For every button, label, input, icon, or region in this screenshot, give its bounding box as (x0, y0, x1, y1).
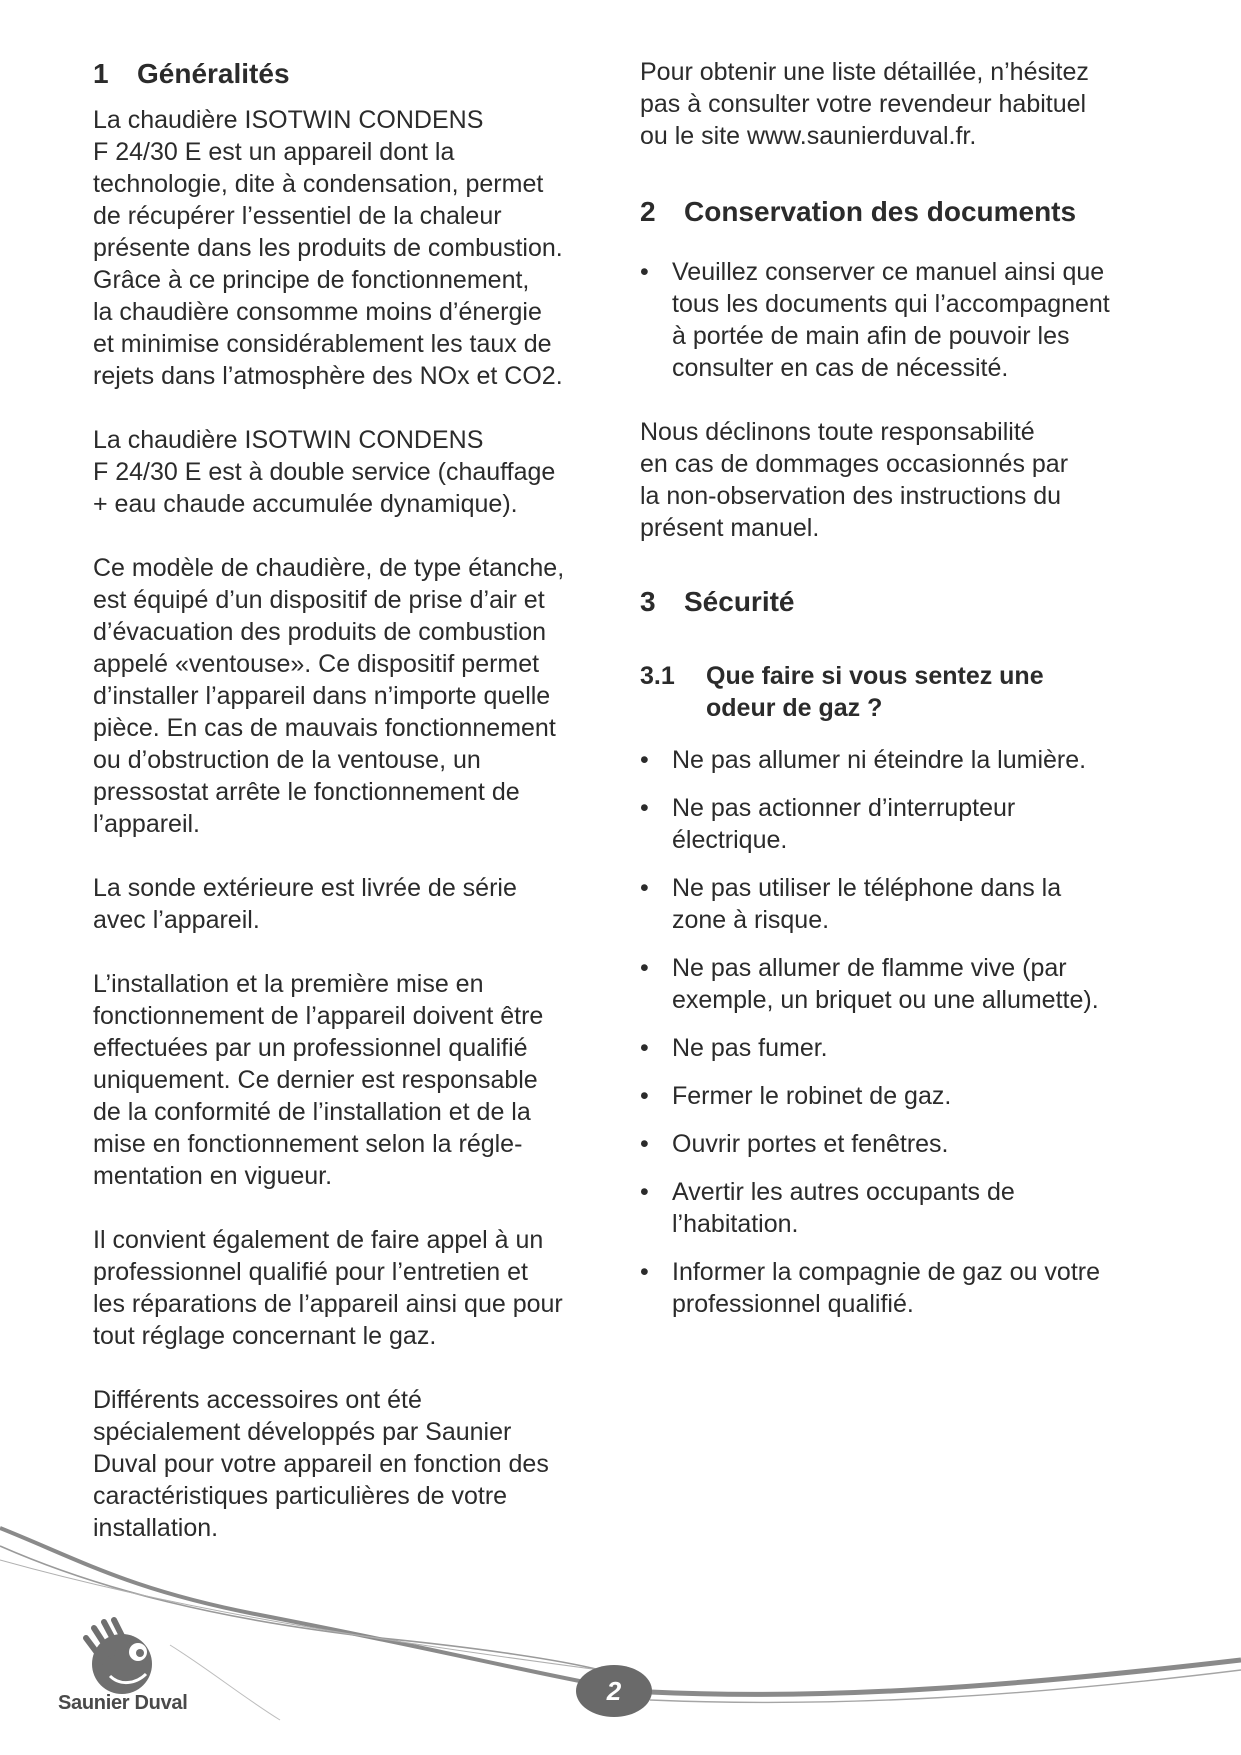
subsection-3-1-heading (640, 660, 1160, 724)
bullet-icon: • (640, 746, 649, 774)
list-item (640, 872, 1160, 936)
list-item-text: Ne pas utiliser le téléphone dans la zone à risque. (672, 874, 1062, 934)
list-item (640, 256, 1160, 384)
section-1-paragraph-3: Ce modèle de chaudière, de type étanche, est équipé d’un dispositif de prise d’air et d’évacuation des produits de combustion appelé «ventouse». Ce dispositif permet d’installer l’appareil dans n’importe quelle pièce. En cas de mauvais fonctionnement ou d’obstruction de la ventouse, un pressostat arrête le fonctionnement de l’appareil. (93, 554, 565, 838)
section-2-bullet-list (640, 256, 1160, 384)
list-item (640, 1032, 1160, 1064)
list-item (640, 744, 1160, 776)
section-1-title: Généralités (137, 58, 290, 89)
bullet-icon: • (640, 1258, 649, 1286)
section-1-paragraph-5: L’installation et la première mise en fonctionnement de l’appareil doivent être effectuées par un professionnel qualifié uniquement. Ce dernier est responsable de la conformité de l’installation et de la mise en fonctionnement selon la régle- mentation en vigueur. (93, 970, 544, 1190)
list-item-text: Ne pas allumer ni éteindre la lumière. (672, 746, 1087, 774)
dealer-info-paragraph: Pour obtenir une liste détaillée, n’hésitez pas à consulter votre revendeur habituel ou le site www.saunierduval.fr. (640, 58, 1089, 150)
right-column (640, 56, 1160, 1320)
list-item-text: Fermer le robinet de gaz. (672, 1082, 952, 1110)
brand-name: Saunier Duval (58, 1692, 188, 1714)
section-1-number: 1 (93, 58, 109, 89)
list-item-text: Ne pas fumer. (672, 1034, 828, 1062)
liability-note: Nous déclinons toute responsabilité en cas de dommages occasionnés par la non-observation des instructions du présent manuel. (640, 418, 1069, 542)
list-item-text: Veuillez conserver ce manuel ainsi que tous les documents qui l’accompagnent à portée de main afin de pouvoir les consulter en cas de nécessité. (672, 258, 1110, 382)
bullet-icon: • (640, 1178, 649, 1206)
list-item-text: Ne pas allumer de flamme vive (par exemple, un briquet ou une allumette). (672, 954, 1099, 1014)
subsection-3-1-title: Que faire si vous sentez une odeur de gaz ? (706, 662, 1044, 722)
section-2-number: 2 (640, 196, 656, 227)
subsection-3-1-number: 3.1 (640, 662, 675, 690)
bullet-icon: • (640, 874, 649, 902)
section-1-paragraph-1: La chaudière ISOTWIN CONDENS F 24/30 E est un appareil dont la technologie, dite à condensation, permet de récupérer l’essentiel de la chaleur présente dans les produits de combustion. Grâce à ce principe de fonctionnement, la chaudière consomme moins d’énergie et minimise considérablement les taux de rejets dans l’atmosphère des NOx et CO2. (93, 106, 563, 390)
section-1-heading (93, 56, 613, 92)
page-number-badge: 2 (576, 1665, 652, 1717)
left-column (93, 56, 613, 1576)
gas-safety-list (640, 744, 1160, 1320)
list-item-text: Ouvrir portes et fenêtres. (672, 1130, 949, 1158)
list-item-text: Avertir les autres occupants de l’habitation. (672, 1178, 1015, 1238)
bullet-icon: • (640, 1034, 649, 1062)
list-item-text: Ne pas actionner d’interrupteur électrique. (672, 794, 1016, 854)
section-3-number: 3 (640, 586, 656, 617)
section-1-paragraph-4: La sonde extérieure est livrée de série avec l’appareil. (93, 874, 517, 934)
list-item (640, 1256, 1160, 1320)
list-item (640, 1176, 1160, 1240)
bullet-icon: • (640, 1082, 649, 1110)
section-1-paragraph-7: Différents accessoires ont été spécialement développés par Saunier Duval pour votre appareil en fonction des caractéristiques particulières de votre installation. (93, 1386, 549, 1542)
list-item (640, 1080, 1160, 1112)
section-3-heading (640, 584, 1160, 620)
saunier-duval-logo-icon (72, 1616, 162, 1696)
section-2-title: Conservation des documents (684, 196, 1077, 227)
list-item-text: Informer la compagnie de gaz ou votre professionnel qualifié. (672, 1258, 1101, 1318)
bullet-icon: • (640, 954, 649, 982)
section-1-paragraph-2: La chaudière ISOTWIN CONDENS F 24/30 E est à double service (chauffage + eau chaude accumulée dynamique). (93, 426, 556, 518)
list-item (640, 952, 1160, 1016)
list-item (640, 1128, 1160, 1160)
footer-swoosh-decoration (0, 1520, 1241, 1755)
bullet-icon: • (640, 794, 649, 822)
section-3-title: Sécurité (684, 586, 795, 617)
swoosh-curve-right (650, 1660, 1241, 1694)
list-item (640, 792, 1160, 856)
bullet-icon: • (640, 258, 649, 286)
section-1-paragraph-6: Il convient également de faire appel à un professionnel qualifié pour l’entretien et les réparations de l’appareil ainsi que pour tout réglage concernant le gaz. (93, 1226, 563, 1350)
bullet-icon: • (640, 1130, 649, 1158)
section-2-heading (640, 194, 1160, 230)
